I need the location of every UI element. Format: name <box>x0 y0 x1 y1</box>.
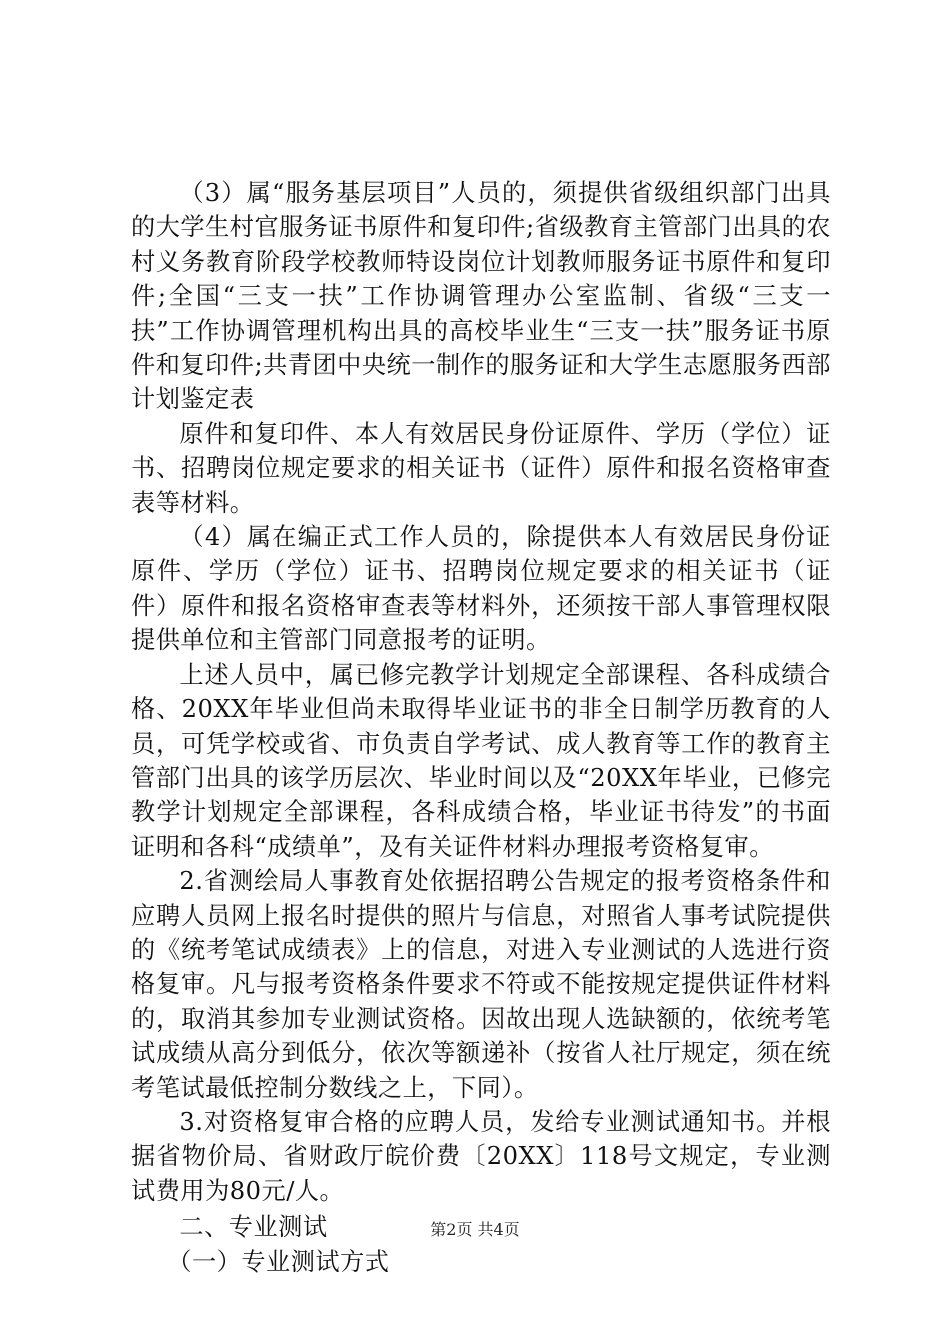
paragraph-originals-copies: 原件和复印件、本人有效居民身份证原件、学历（学位）证书、招聘岗位规定要求的相关证书（证件）原件和报名资格审查表等材料。 <box>131 419 831 517</box>
section-heading: 二、专业测试 <box>179 1213 328 1242</box>
subsection-heading: （一）专业测试方式 <box>167 1247 390 1276</box>
page-number-footer: 第2页 共4页 <box>430 1220 520 1239</box>
paragraph-test-notice: 3.对资格复审合格的应聘人员，发给专业测试通知书。并根据省物价局、省财政厅皖价费〔20XX〕118号文规定，专业测试费用为80元/人。 <box>131 1107 831 1205</box>
document-body <box>131 176 831 1279</box>
paragraph-graduates: 上述人员中，属已修完教学计划规定全部课程、各科成绩合格、20XX年毕业但尚未取得毕业证书的非全日制学历教育的人员，可凭学校或省、市负责自学考试、成人教育等工作的教育主管部门出具的该学历层次、毕业时间以及“20XX年毕业，已修完教学计划规定全部课程，各科成绩合格，毕业证书待发”的书面证明和各科“成绩单”，及有关证件材料办理报考资格复审。 <box>131 660 831 861</box>
paragraph-service-project: （3）属“服务基层项目”人员的，须提供省级组织部门出具的大学生村官服务证书原件和复印件;省级教育主管部门出具的农村义务教育阶段学校教师特设岗位计划教师服务证书原件和复印件;全国“三支一扶”工作协调管理办公室监制、省级“三支一扶”工作协调管理机构出具的高校毕业生“三支一扶”服务证书原件和复印件;共青团中央统一制作的服务证和大学生志愿服务西部计划鉴定表 <box>131 179 831 414</box>
paragraph-qualification-review: 2.省测绘局人事教育处依据招聘公告规定的报考资格条件和应聘人员网上报名时提供的照片与信息，对照省人事考试院提供的《统考笔试成绩表》上的信息，对进入专业测试的人选进行资格复审。凡与报考资格条件要求不符或不能按规定提供证件材料的，取消其参加专业测试资格。因故出现人选缺额的，依统考笔试成绩从高分到低分，依次等额递补（按省人社厅规定，须在统考笔试最低控制分数线之上，下同）。 <box>131 867 831 1102</box>
paragraph-staff-personnel: （4）属在编正式工作人员的，除提供本人有效居民身份证原件、学历（学位）证书、招聘岗位规定要求的相关证书（证件）原件和报名资格审查表等材料外，还须按干部人事管理权限提供单位和主管部门同意报考的证明。 <box>131 523 831 655</box>
